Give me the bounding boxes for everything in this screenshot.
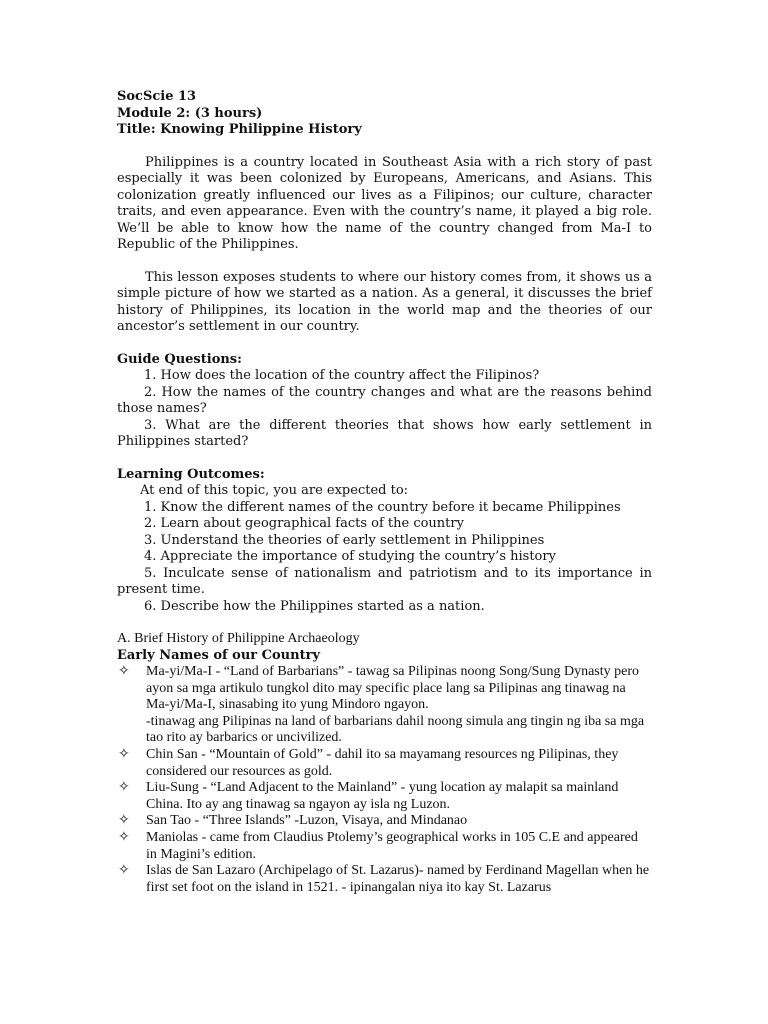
learning-outcomes-intro: At end of this topic, you are expected to: [140,483,409,498]
intro-paragraph-1: Philippines is a country located in Southeast Asia with a rich story of past especially it was been colonized by Europeans, Americans, and Asians. This colonization greatly influenced our lives as a Filipinos; our culture, character traits, and even appearance. Even with the country’s name, it played a big role. We’ll be able to know how the name of the country changed from Ma-I to Republic of the Philippines. [117,154,652,252]
guide-question-3: 3. What are the different theories that shows how early settlement in Philippines started? [117,417,652,449]
learning-outcomes-heading: Learning Outcomes: [117,466,265,482]
outcome-4: 4. Appreciate the importance of studying the country’s history [144,549,556,564]
name-entry-liu-sung: Liu-Sung - “Land Adjacent to the Mainland” - yung location ay malapit sa mainland China. Ito ay ang tinawag sa ngayon ay isla ng Luzon. [146,780,619,812]
name-entry-islas-de-san-lazaro: Islas de San Lazaro (Archipelago of St. Lazarus)- named by Ferdinand Magellan when he first set foot on the island in 1521. - ipinangalan niya ito kay St. Lazarus [146,863,650,895]
outcome-6: 6. Describe how the Philippines started as a nation. [144,598,485,614]
outcome-1: 1. Know the different names of the country before it became Philippines [144,499,621,515]
early-names-heading: Early Names of our Country [117,647,320,663]
diamond-bullet-icon: ✧ [118,664,130,680]
guide-question-2: 2. How the names of the country changes and what are the reasons behind those names? [117,384,652,416]
name-entry-ma-yi: Ma-yi/Ma-I - “Land of Barbarians” - tawag sa Pilipinas noong Song/Sung Dynasty pero ayon sa mga artikulo tungkol dito may specific place lang sa Pilipinas ang tinawag na Ma-yi/Ma-I, sinasabing ito yung Mindoro ngayon. [146,664,640,713]
diamond-bullet-icon: ✧ [118,863,130,879]
list-item-ma-yi [117,664,652,747]
outcome-3: 3. Understand the theories of early settlement in Philippines [144,532,545,548]
guide-question-1: 1. How does the location of the country affect the Filipinos? [144,368,540,383]
list-item-liu-sung [117,780,652,813]
list-item-islas-de-san-lazaro [117,863,652,896]
list-item-maniolas [117,830,652,863]
early-names-list [117,664,652,896]
guide-questions-heading: Guide Questions: [117,351,242,367]
diamond-bullet-icon: ✧ [118,780,130,796]
diamond-bullet-icon: ✧ [118,747,130,763]
name-entry-maniolas: Maniolas - came from Claudius Ptolemy’s geographical works in 105 C.E and appeared in Magini’s edition. [146,830,638,862]
outcome-2: 2. Learn about geographical facts of the country [144,516,464,531]
diamond-bullet-icon: ✧ [118,830,130,846]
section-a-title: A. Brief History of Philippine Archaeology [117,631,360,646]
intro-paragraph-2: This lesson exposes students to where our history comes from, it shows us a simple picture of how we started as a nation. As a general, it discusses the brief history of Philippines, its location in the world map and the theories of our ancestor’s settlement in our country. [117,269,652,334]
name-entry-chin-san: Chin San - “Mountain of Gold” - dahil ito sa mayamang resources ng Pilipinas, they considered our resources as gold. [146,747,619,779]
diamond-bullet-icon: ✧ [118,813,130,829]
name-entry-san-tao: San Tao - “Three Islands” -Luzon, Visaya, and Mindanao [146,813,468,829]
page-title: Title: Knowing Philippine History [117,122,362,137]
course-code: SocScie 13 [117,89,197,104]
module-label: Module 2: (3 hours) [117,105,263,121]
name-entry-ma-yi-note: -tinawag ang Pilipinas na land of barbarians dahil noong simula ang tingin ng iba sa mga tao rito ay barbarics or uncivilized. [146,713,645,746]
outcome-5: 5. Inculcate sense of nationalism and patriotism and to its importance in present time. [117,565,652,597]
list-item-chin-san [117,747,652,780]
list-item-san-tao [117,813,652,830]
